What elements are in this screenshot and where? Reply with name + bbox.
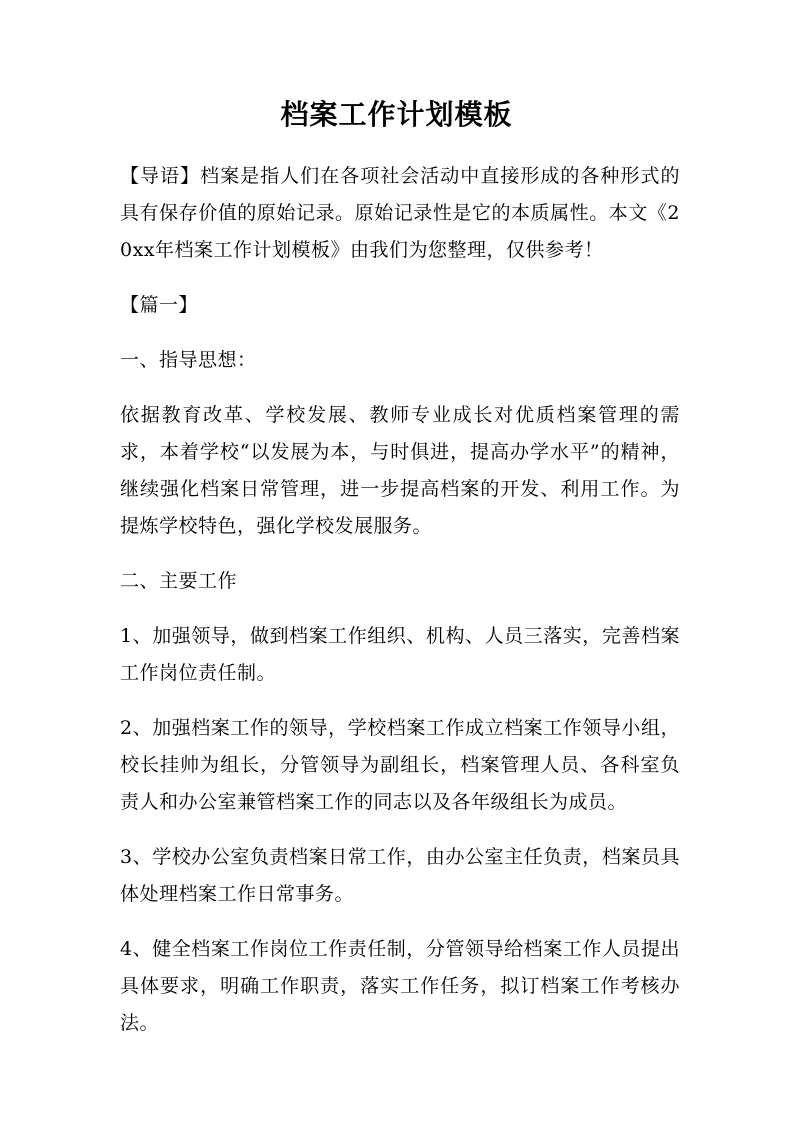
guiding-thought-paragraph: 依据教育改革、学校发展、教师专业成长对优质档案管理的需求，本着学校“以发展为本，与时俱进，提高办学水平”的精神，继续强化档案日常管理，进一步提高档案的开发、利用工作。为提炼学校特色，强化学校发展服务。: [120, 404, 680, 537]
section-label: 【篇一】: [120, 294, 199, 316]
work-item-4: 4、健全档案工作岗位工作责任制，分管领导给档案工作人员提出具体要求，明确工作职责，落实工作任务，拟订档案工作考核办法。: [120, 938, 680, 1034]
document-title: 档案工作计划模板: [280, 98, 513, 131]
work-item-1: 1、加强领导，做到档案工作组织、机构、人员三落实，完善档案工作岗位责任制。: [120, 625, 680, 684]
heading-main-work: 二、主要工作: [120, 570, 238, 592]
work-item-3: 3、学校办公室负责档案日常工作，由办公室主任负责，档案员具体处理档案工作日常事务。: [120, 846, 680, 905]
intro-paragraph: 【导语】档案是指人们在各项社会活动中直接形成的各种形式的具有保存价值的原始记录。原始记录性是它的本质属性。本文《20xx年档案工作计划模板》由我们为您整理，仅供参考！: [120, 165, 680, 261]
heading-guiding-thought: 一、指导思想：: [120, 349, 257, 371]
work-item-2: 2、加强档案工作的领导，学校档案工作成立档案工作领导小组，校长挂帅为组长，分管领导为副组长，档案管理人员、各科室负责人和办公室兼管档案工作的同志以及各年级组长为成员。: [120, 717, 680, 813]
document-body: [120, 158, 680, 1060]
